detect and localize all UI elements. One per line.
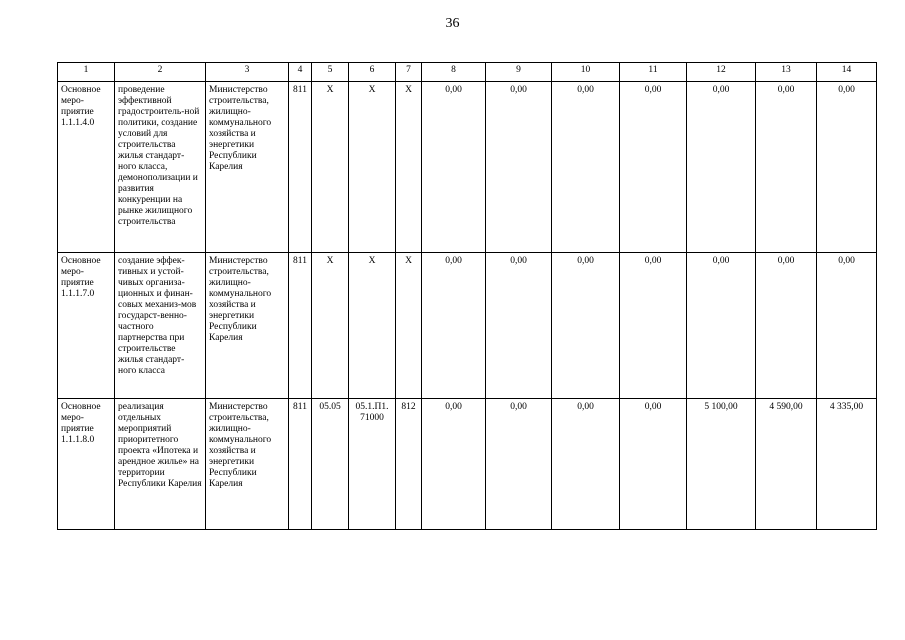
activity-name-cell: проведение эффективной градостроитель-ной политики, создание условий для строительства жилья стандарт-ного класса, демонополизации и развития конкуренции на рынке жилищного строительства [115,82,206,253]
value-cell: 4 590,00 [756,399,817,530]
column-header: 10 [552,63,620,82]
column-header: 3 [206,63,289,82]
column-header: 2 [115,63,206,82]
value-cell: 0,00 [620,253,687,399]
column-header: 13 [756,63,817,82]
table-row [58,399,877,530]
executor-cell: Министерство строительства, жилищно-коммунального хозяйства и энергетики Республики Карелия [206,399,289,530]
value-cell: 0,00 [687,82,756,253]
executor-cell: Министерство строительства, жилищно-коммунального хозяйства и энергетики Республики Карелия [206,253,289,399]
value-cell: 0,00 [486,399,552,530]
expense-type-cell: 812 [396,399,422,530]
target-article-cell: 05.1.П1. 71000 [349,399,396,530]
value-cell: 0,00 [817,253,877,399]
executor-cell: Министерство строительства, жилищно-коммунального хозяйства и энергетики Республики Карелия [206,82,289,253]
section-cell: Х [312,253,349,399]
value-cell: 0,00 [486,253,552,399]
value-cell: 0,00 [756,82,817,253]
value-cell: 0,00 [817,82,877,253]
value-cell: 5 100,00 [687,399,756,530]
section-cell: Х [312,82,349,253]
column-header: 4 [289,63,312,82]
target-article-cell: Х [349,82,396,253]
column-header: 9 [486,63,552,82]
column-header: 7 [396,63,422,82]
value-cell: 0,00 [422,399,486,530]
value-cell: 0,00 [552,253,620,399]
grbs-cell: 811 [289,253,312,399]
value-cell: 0,00 [422,82,486,253]
value-cell: 0,00 [552,82,620,253]
value-cell: 0,00 [687,253,756,399]
value-cell: 0,00 [486,82,552,253]
target-article-cell: Х [349,253,396,399]
column-header: 6 [349,63,396,82]
table-row [58,253,877,399]
column-header: 1 [58,63,115,82]
expense-type-cell: Х [396,82,422,253]
value-cell: 0,00 [756,253,817,399]
grbs-cell: 811 [289,399,312,530]
value-cell: 0,00 [620,82,687,253]
grbs-cell: 811 [289,82,312,253]
expense-type-cell: Х [396,253,422,399]
activity-code-cell: Основное меро-приятие 1.1.1.7.0 [58,253,115,399]
budget-table [57,62,877,530]
value-cell: 0,00 [552,399,620,530]
value-cell: 4 335,00 [817,399,877,530]
column-header: 14 [817,63,877,82]
column-header: 12 [687,63,756,82]
activity-code-cell: Основное меро-приятие 1.1.1.8.0 [58,399,115,530]
header-row [58,63,877,82]
value-cell: 0,00 [422,253,486,399]
column-header: 11 [620,63,687,82]
table-row [58,82,877,253]
column-header: 5 [312,63,349,82]
column-header: 8 [422,63,486,82]
activity-name-cell: реализация отдельных мероприятий приоритетного проекта «Ипотека и арендное жилье» на территории Республики Карелия [115,399,206,530]
section-cell: 05.05 [312,399,349,530]
value-cell: 0,00 [620,399,687,530]
page-number: 36 [445,16,460,31]
activity-name-cell: создание эффек-тивных и устой-чивых организа-ционных и финан-совых механиз-мов государст-венно-частного партнерства при строительстве жилья стандарт-ного класса [115,253,206,399]
activity-code-cell: Основное меро-приятие 1.1.1.4.0 [58,82,115,253]
